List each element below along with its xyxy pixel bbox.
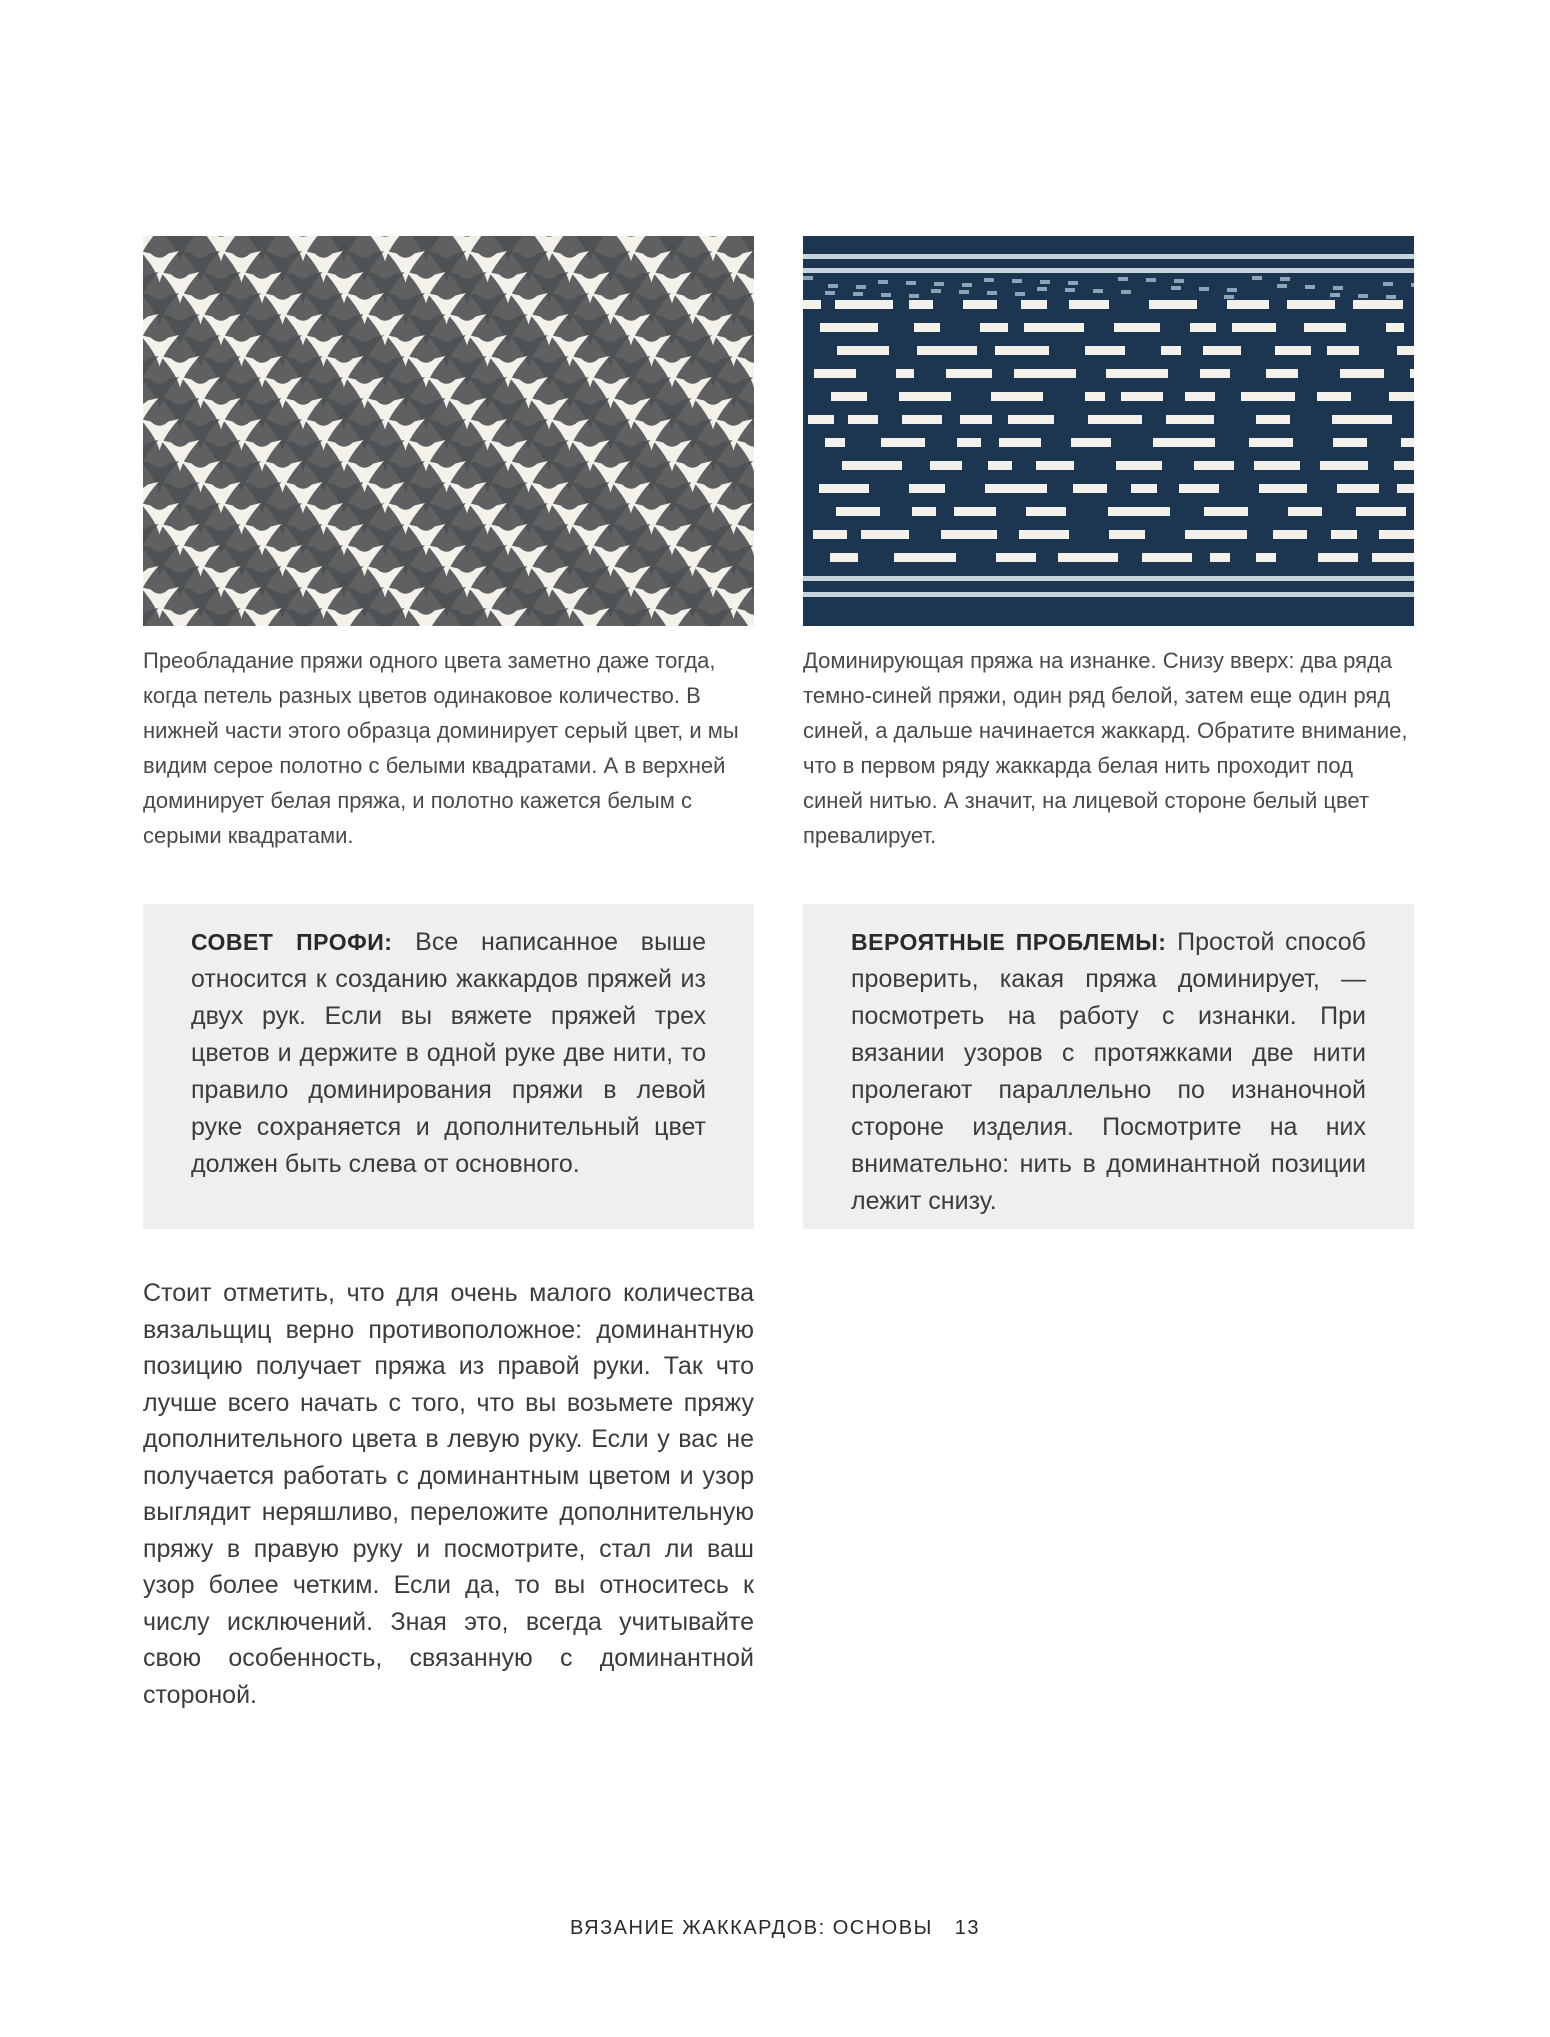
pro-tip-label: СОВЕТ ПРОФИ:: [191, 929, 393, 955]
problems-paragraph: [851, 924, 1366, 1220]
photo-caption-right: Доминирующая пряжа на изнанке. Снизу вверх: два ряда темно-синей пряжи, один ряд белой, затем еще один ряд синей, а дальше начинается жаккард. Обратите внимание, что в первом ряду жаккарда белая нить проходит под синей нитью. А значит, на лицевой стороне белый цвет превалирует.: [803, 648, 1408, 848]
problems-box: [803, 904, 1414, 1229]
problems-label: ВЕРОЯТНЫЕ ПРОБЛЕМЫ:: [851, 929, 1167, 955]
body-paragraph: Стоит отметить, что для очень малого количества вязальщиц верно противоположное: доминантную позицию получает пряжа из правой руки. Так что лучше всего начать с того, что вы возьмете пряжу дополнительного цвета в левую руку. Если у вас не получается работать с доминантным цветом и узор выглядит неряшливо, переложите дополнительную пряжу в правую руку и посмотрите, стал ли ваш узор более четким. Если да, то вы относитесь к числу исключений. Зная это, всегда учитывайте свою особенность, связанную с доминантной стороной.: [143, 1279, 754, 1709]
footer-section-title: ВЯЗАНИЕ ЖАККАРДОВ: ОСНОВЫ: [569, 1917, 933, 1939]
photo-caption-left: Преобладание пряжи одного цвета заметно даже тогда, когда петель разных цветов одинаковое количество. В нижней части этого образца доминирует серый цвет, и мы видим серое полотно с белыми квадратами. А в верхней доминирует белая пряжа, и полотно кажется белым с серыми квадратами.: [143, 648, 739, 848]
knit-swatch-grey-white: [143, 236, 754, 626]
pro-tip-text: Все написанное выше относится к созданию жаккардов пряжей из двух рук. Если вы вяжете пряжей трех цветов и держите в одной руке две нити, то правило доминирования пряжи в левой руке сохраняется и дополнительный цвет должен быть слева от основного.: [191, 928, 706, 1178]
knit-swatch-navy-white: [803, 236, 1414, 626]
photo-grey-white-checks: [143, 236, 754, 626]
problems-text: Простой способ проверить, какая пряжа доминирует, — посмотреть на работу с изнанки. При вязании узоров с протяжками две нити пролегают параллельно по изнаночной стороне изделия. Посмотрите на них внимательно: нить в доминантной позиции лежит снизу.: [851, 928, 1366, 1215]
page-number: 13: [954, 1917, 981, 1939]
photo-navy-jacquard: [803, 236, 1414, 626]
pro-tip-paragraph: [191, 924, 706, 1183]
page-footer: [0, 1917, 1550, 1940]
pro-tip-box: [143, 904, 754, 1229]
